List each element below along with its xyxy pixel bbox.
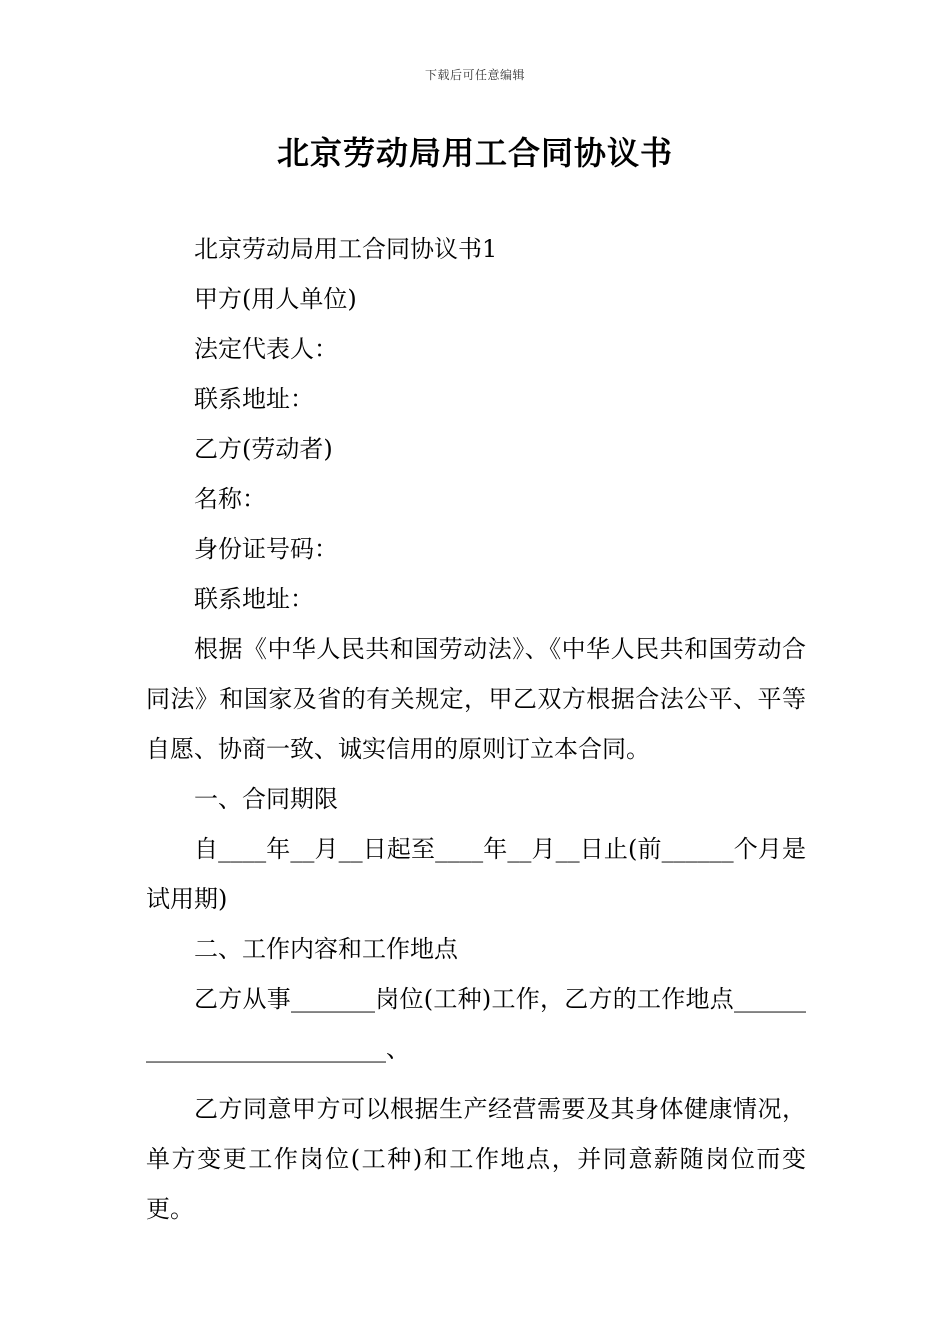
subtitle-line: 北京劳动局用工合同协议书1 [194, 235, 498, 263]
party-a-address-line: 联系地址： [194, 385, 314, 413]
document-title: 北京劳动局用工合同协议书 [276, 134, 673, 172]
party-b-name-line: 名称： [194, 485, 266, 513]
section-2-heading: 二、工作内容和工作地点 [194, 935, 458, 963]
legal-representative-line: 法定代表人： [194, 335, 338, 363]
header-note: 下载后可任意编辑 [424, 68, 525, 82]
section-1-heading: 一、合同期限 [194, 785, 338, 813]
legal-basis-paragraph: 根据《中华人民共和国劳动法》、《中华人民共和国劳动合同法》和国家及省的有关规定，甲乙双方根据合法公平、平等自愿、协商一致、诚实信用的原则订立本合同。 [146, 635, 806, 763]
job-location-paragraph: 乙方从事_______岗位(工种)工作，乙方的工作地点__________________________、 [146, 985, 806, 1063]
party-a-heading: 甲方(用人单位) [194, 285, 357, 313]
job-change-paragraph: 乙方同意甲方可以根据生产经营需要及其身体健康情况，单方变更工作岗位(工种)和工作地点，并同意薪随岗位而变更。 [146, 1095, 806, 1223]
party-b-heading: 乙方(劳动者) [194, 435, 333, 463]
party-b-address-line: 联系地址： [194, 585, 314, 613]
contract-term-paragraph: 自____年__月__日起至____年__月__日止(前______个月是试用期) [146, 835, 806, 913]
id-number-line: 身份证号码： [194, 535, 338, 563]
document-body [146, 224, 806, 1234]
